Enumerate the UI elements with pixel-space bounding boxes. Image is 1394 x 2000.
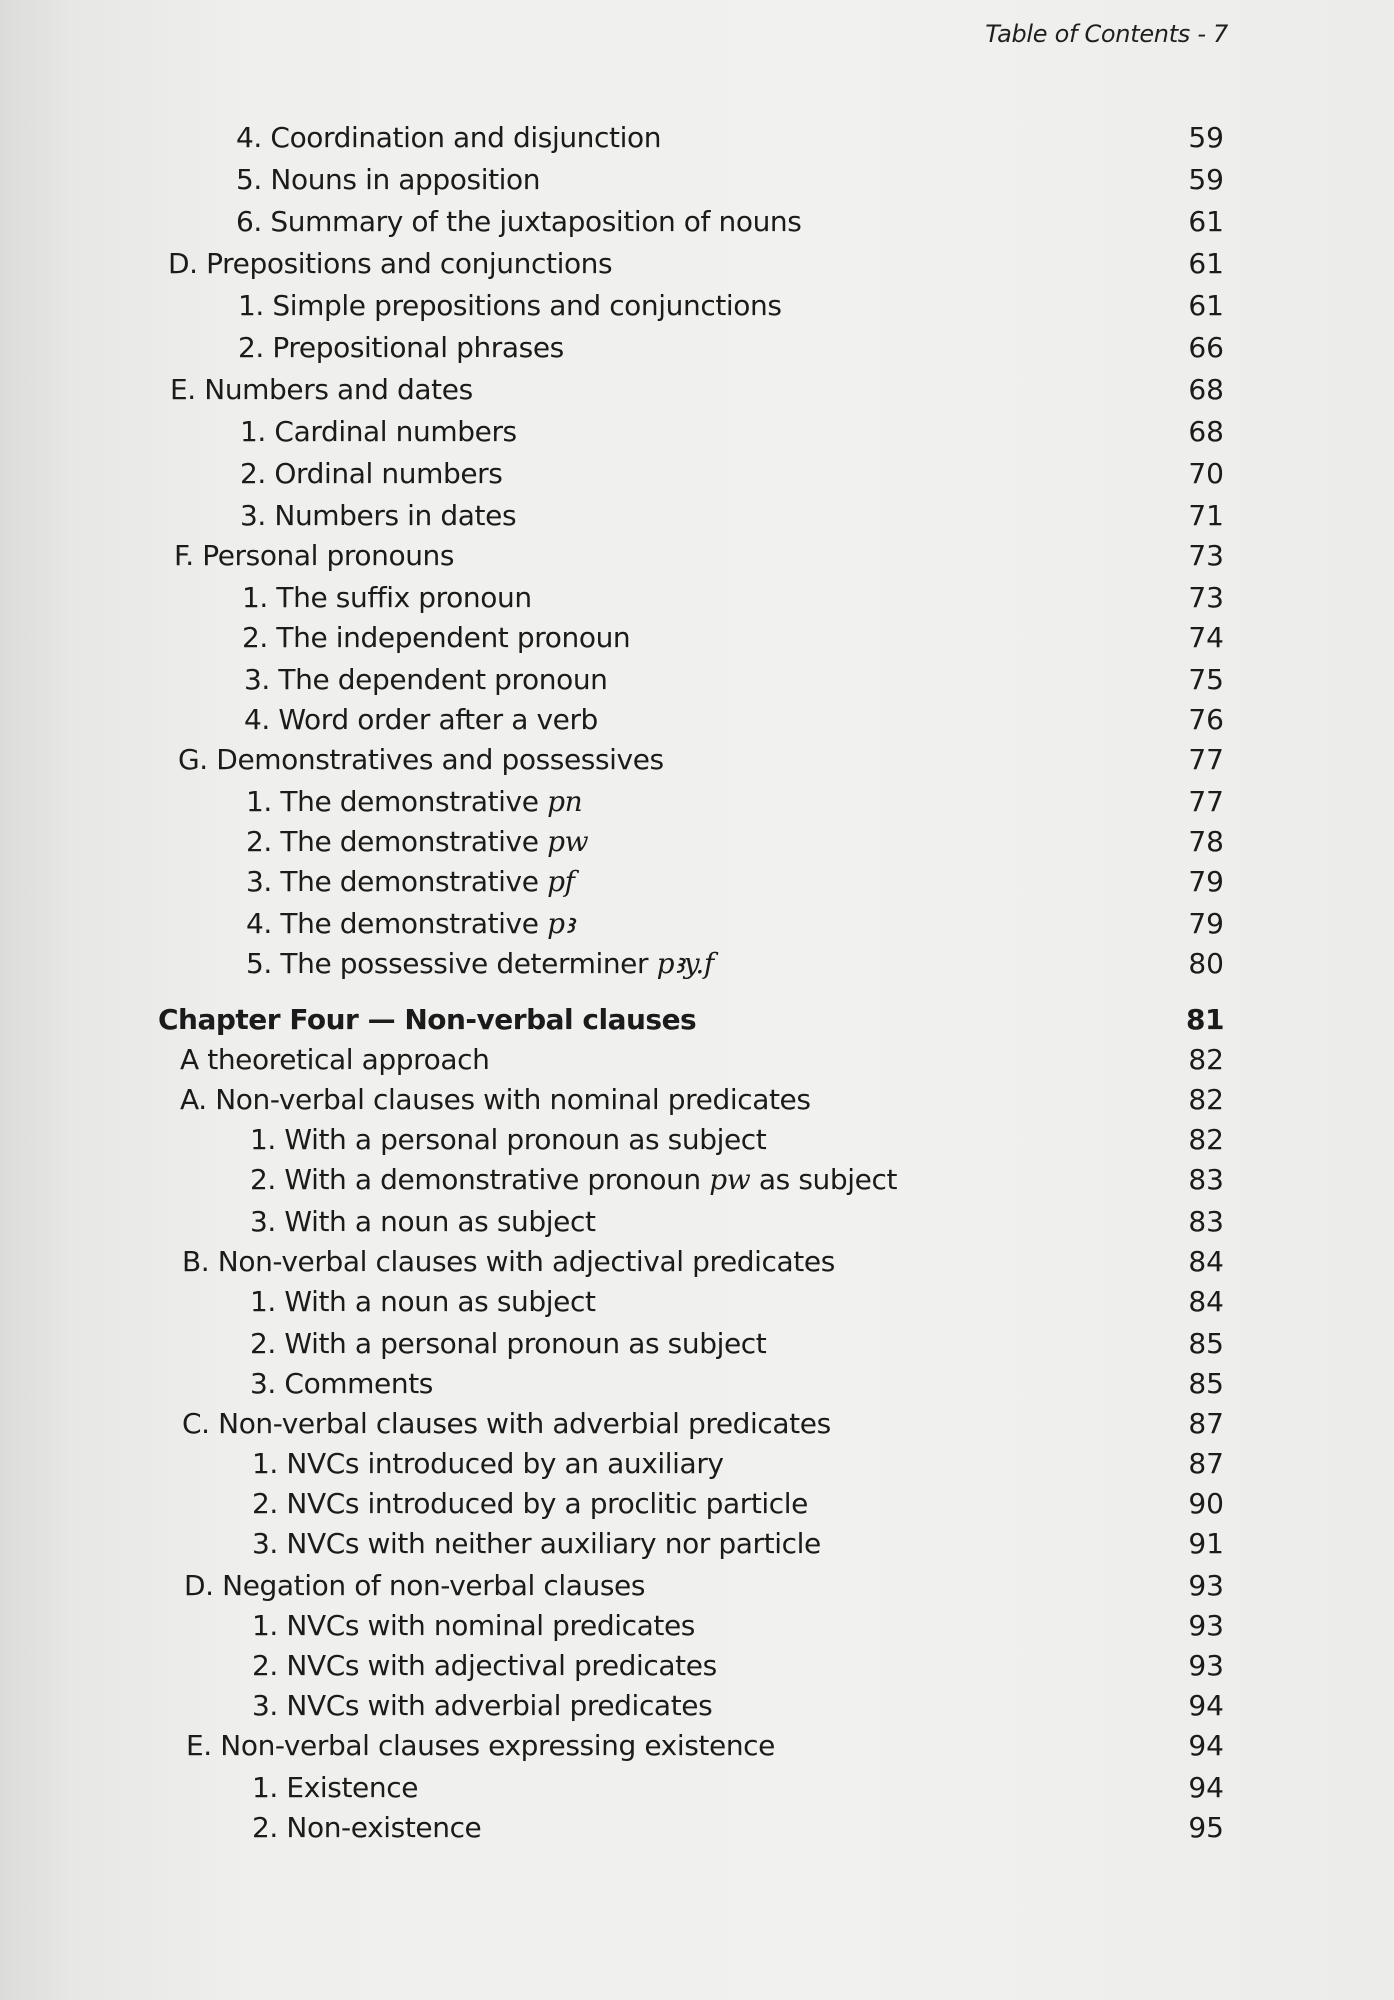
toc-entry bbox=[0, 1648, 1394, 1684]
toc-entry-title: 3. Numbers in dates bbox=[240, 499, 517, 532]
toc-entry bbox=[0, 1284, 1394, 1320]
egyptian-term: pw bbox=[547, 825, 589, 858]
toc-entry-page: 85 bbox=[1188, 1367, 1224, 1400]
toc-entry bbox=[0, 1770, 1394, 1806]
toc-entry-title: C. Non-verbal clauses with adverbial predicates bbox=[182, 1407, 831, 1440]
toc-entry-title: 6. Summary of the juxtaposition of nouns bbox=[236, 205, 802, 238]
toc-entry bbox=[0, 246, 1394, 282]
toc-entry-title: 1. With a noun as subject bbox=[250, 1285, 596, 1318]
toc-entry-title: G. Demonstratives and possessives bbox=[178, 743, 664, 776]
toc-entry-title bbox=[246, 906, 574, 942]
toc-entry-page: 91 bbox=[1188, 1527, 1224, 1560]
toc-entry-title: 4. Coordination and disjunction bbox=[236, 121, 662, 154]
toc-entry-page: 84 bbox=[1188, 1285, 1224, 1318]
toc-entry-page: 94 bbox=[1188, 1771, 1224, 1804]
toc-entry-page: 61 bbox=[1188, 247, 1224, 280]
chapter-heading bbox=[0, 1002, 1394, 1038]
toc-entry bbox=[0, 702, 1394, 738]
toc-entry-page: 70 bbox=[1188, 457, 1224, 490]
toc-entry-title: 1. Existence bbox=[252, 1771, 419, 1804]
toc-entry-title: A theoretical approach bbox=[180, 1043, 490, 1076]
toc-entry-title: B. Non-verbal clauses with adjectival predicates bbox=[182, 1245, 835, 1278]
toc-entry bbox=[0, 1326, 1394, 1362]
egyptian-term: pꜣy.f bbox=[656, 947, 714, 980]
toc-entry-text: 3. The demonstrative bbox=[246, 865, 539, 898]
toc-entry-text: 2. The demonstrative bbox=[246, 825, 539, 858]
toc-entry-page: 74 bbox=[1188, 621, 1224, 654]
toc-entry-title: 3. NVCs with adverbial predicates bbox=[252, 1689, 713, 1722]
toc-entry-title bbox=[246, 784, 582, 820]
toc-entry bbox=[0, 1366, 1394, 1402]
toc-entry bbox=[0, 1446, 1394, 1482]
toc-entry-page: 90 bbox=[1188, 1487, 1224, 1520]
toc-entry-page: 84 bbox=[1188, 1245, 1224, 1278]
toc-entry bbox=[0, 372, 1394, 408]
toc-entry-title: 2. The independent pronoun bbox=[242, 621, 631, 654]
toc-entry-page: 78 bbox=[1188, 825, 1224, 858]
toc-entry-title bbox=[246, 946, 714, 982]
toc-entry-page: 82 bbox=[1188, 1083, 1224, 1116]
toc-entry-page: 68 bbox=[1188, 415, 1224, 448]
toc-entry-title bbox=[246, 864, 575, 900]
toc-entry-page: 75 bbox=[1188, 663, 1224, 696]
toc-entry-page: 71 bbox=[1188, 499, 1224, 532]
toc-entry bbox=[0, 538, 1394, 574]
toc-entry-title: F. Personal pronouns bbox=[174, 539, 455, 572]
toc-entry-page: 83 bbox=[1188, 1205, 1224, 1238]
toc-entry-page: 82 bbox=[1188, 1043, 1224, 1076]
toc-entry bbox=[0, 1526, 1394, 1562]
toc-entry bbox=[0, 620, 1394, 656]
toc-entry-page: 93 bbox=[1188, 1569, 1224, 1602]
toc-entry-title: 1. With a personal pronoun as subject bbox=[250, 1123, 767, 1156]
toc-entry-text: 5. The possessive determiner bbox=[246, 947, 649, 980]
toc-entry-title: 2. NVCs introduced by a proclitic particle bbox=[252, 1487, 809, 1520]
toc-entry-title bbox=[246, 824, 588, 860]
toc-entry bbox=[0, 946, 1394, 982]
toc-entry-title: 3. The dependent pronoun bbox=[244, 663, 608, 696]
toc-entry-title: E. Non-verbal clauses expressing existence bbox=[186, 1729, 775, 1762]
toc-entry-title: 3. With a noun as subject bbox=[250, 1205, 596, 1238]
toc-entry-title: 1. The suffix pronoun bbox=[242, 581, 532, 614]
toc-entry-title: 2. Ordinal numbers bbox=[240, 457, 503, 490]
toc-entry-page: 59 bbox=[1188, 163, 1224, 196]
toc-entry bbox=[0, 906, 1394, 942]
toc-entry bbox=[0, 864, 1394, 900]
toc-entry-title: 4. Word order after a verb bbox=[244, 703, 598, 736]
toc-entry-title: 5. Nouns in apposition bbox=[236, 163, 541, 196]
toc-entry-page: 94 bbox=[1188, 1689, 1224, 1722]
toc-entry-title bbox=[250, 1162, 897, 1198]
toc-entry bbox=[0, 662, 1394, 698]
toc-entry-title: E. Numbers and dates bbox=[170, 373, 473, 406]
toc-entry-page: 85 bbox=[1188, 1327, 1224, 1360]
toc-entry bbox=[0, 824, 1394, 860]
toc-entry bbox=[0, 742, 1394, 778]
toc-entry-page: 66 bbox=[1188, 331, 1224, 364]
toc-entry bbox=[0, 330, 1394, 366]
toc-entry bbox=[0, 1406, 1394, 1442]
chapter-title: Chapter Four — Non-verbal clauses bbox=[158, 1003, 697, 1036]
toc-entry bbox=[0, 1162, 1394, 1198]
toc-entry-page: 93 bbox=[1188, 1649, 1224, 1682]
toc-entry-title: 2. With a personal pronoun as subject bbox=[250, 1327, 767, 1360]
toc-entry-page: 76 bbox=[1188, 703, 1224, 736]
toc-entry-title: 2. NVCs with adjectival predicates bbox=[252, 1649, 717, 1682]
toc-entry-title: 2. Prepositional phrases bbox=[238, 331, 564, 364]
toc-entry-title: 1. NVCs with nominal predicates bbox=[252, 1609, 695, 1642]
toc-entry-page: 79 bbox=[1188, 865, 1224, 898]
toc-entry bbox=[0, 1568, 1394, 1604]
toc-entry bbox=[0, 120, 1394, 156]
toc-entry-title: 1. Cardinal numbers bbox=[240, 415, 517, 448]
toc-entry bbox=[0, 1042, 1394, 1078]
toc-entry-text-suffix: as subject bbox=[758, 1163, 898, 1196]
toc-entry bbox=[0, 1244, 1394, 1280]
toc-entry-title: 1. NVCs introduced by an auxiliary bbox=[252, 1447, 724, 1480]
egyptian-term: pf bbox=[547, 865, 575, 898]
toc-entry-page: 82 bbox=[1188, 1123, 1224, 1156]
toc-entry-page: 61 bbox=[1188, 205, 1224, 238]
toc-entry-page: 87 bbox=[1188, 1447, 1224, 1480]
toc-entry-text: 2. With a demonstrative pronoun bbox=[250, 1163, 701, 1196]
egyptian-term: pw bbox=[709, 1163, 751, 1196]
chapter-page: 81 bbox=[1186, 1003, 1224, 1036]
toc-entry-page: 77 bbox=[1188, 785, 1224, 818]
toc-entry-title: 3. NVCs with neither auxiliary nor particle bbox=[252, 1527, 821, 1560]
running-head: Table of Contents - 7 bbox=[985, 20, 1228, 48]
toc-entry bbox=[0, 784, 1394, 820]
toc-entry bbox=[0, 1728, 1394, 1764]
toc-entry-page: 61 bbox=[1188, 289, 1224, 322]
toc-entry-title: 3. Comments bbox=[250, 1367, 433, 1400]
toc-entry-page: 94 bbox=[1188, 1729, 1224, 1762]
toc-entry-text: 1. The demonstrative bbox=[246, 785, 539, 818]
toc-entry-page: 87 bbox=[1188, 1407, 1224, 1440]
toc-entry-page: 80 bbox=[1188, 947, 1224, 980]
toc-entry-page: 83 bbox=[1188, 1163, 1224, 1196]
toc-entry-page: 59 bbox=[1188, 121, 1224, 154]
toc-entry-page: 73 bbox=[1188, 539, 1224, 572]
toc-entry bbox=[0, 1810, 1394, 1846]
toc-entry bbox=[0, 1122, 1394, 1158]
toc-entry bbox=[0, 288, 1394, 324]
toc-entry bbox=[0, 162, 1394, 198]
toc-entry bbox=[0, 1608, 1394, 1644]
toc-entry bbox=[0, 204, 1394, 240]
toc-entry-title: 2. Non-existence bbox=[252, 1811, 482, 1844]
toc-entry bbox=[0, 1204, 1394, 1240]
toc-entry-title: A. Non-verbal clauses with nominal predicates bbox=[180, 1083, 811, 1116]
toc-entry-text: 4. The demonstrative bbox=[246, 907, 539, 940]
toc-entry-title: 1. Simple prepositions and conjunctions bbox=[238, 289, 782, 322]
toc-entry bbox=[0, 414, 1394, 450]
toc-entry-page: 79 bbox=[1188, 907, 1224, 940]
toc-entry-page: 95 bbox=[1188, 1811, 1224, 1844]
toc-entry-page: 77 bbox=[1188, 743, 1224, 776]
toc-entry bbox=[0, 1688, 1394, 1724]
toc-entry-page: 68 bbox=[1188, 373, 1224, 406]
toc-entry bbox=[0, 498, 1394, 534]
toc-entry bbox=[0, 580, 1394, 616]
toc-entry-page: 93 bbox=[1188, 1609, 1224, 1642]
toc-entry-title: D. Negation of non-verbal clauses bbox=[184, 1569, 646, 1602]
egyptian-term: pn bbox=[547, 785, 583, 818]
egyptian-term: pꜣ bbox=[547, 907, 575, 940]
toc-entry bbox=[0, 456, 1394, 492]
toc-entry-page: 73 bbox=[1188, 581, 1224, 614]
toc-entry-title: D. Prepositions and conjunctions bbox=[168, 247, 613, 280]
toc-entry bbox=[0, 1082, 1394, 1118]
toc-entry bbox=[0, 1486, 1394, 1522]
